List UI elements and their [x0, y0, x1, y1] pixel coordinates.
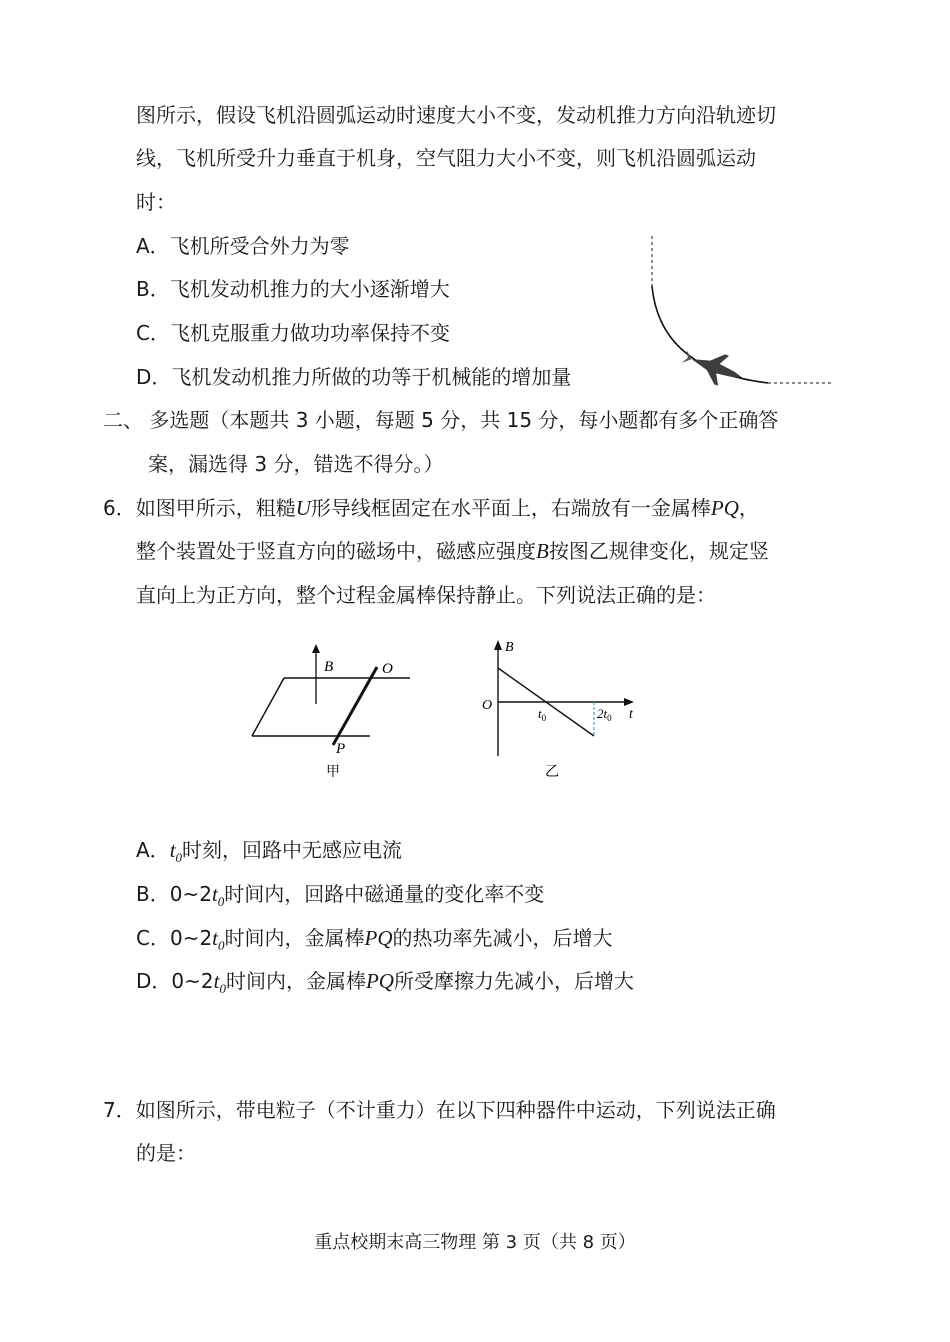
jia-caption: 甲 [326, 765, 340, 780]
section2-header-line1: 二、 多选题（本题共 3 小题，每题 5 分，共 15 分，每小题都有多个正确答 [103, 408, 779, 432]
jia-label-o: O [382, 661, 393, 677]
yi-caption: 乙 [545, 765, 559, 780]
q6-figure-jia [240, 640, 430, 785]
page-footer: 重点校期末高三物理 第 3 页（共 8 页） [314, 1232, 636, 1253]
q5-stem-line3: 时： [136, 190, 176, 214]
q6-option-a: A．$t_0$时刻，回路中无感应电流 [136, 838, 403, 865]
q6-option-c: C．$0\sim 2t_0$时间内，金属棒PQ的热功率先减小，后增大 [136, 926, 613, 953]
q6-option-d: D．$0\sim 2t_0$时间内，金属棒PQ所受摩擦力先减小，后增大 [136, 969, 634, 996]
yi-label-o: O [482, 698, 493, 713]
section2-header-line2: 案，漏选得 3 分，错选不得分。） [148, 452, 444, 476]
q5-option-a: A．飞机所受合外力为零 [136, 234, 350, 258]
q6-stem-line2: 整个装置处于竖直方向的磁场中，磁感应强度B按图乙规律变化，规定竖 [136, 539, 769, 563]
q6-figure-yi [476, 634, 646, 784]
jia-label-b: B [324, 659, 334, 675]
q6-option-b: B．$0\sim 2t_0$时间内，回路中磁通量的变化率不变 [136, 882, 545, 909]
jet-icon [679, 341, 748, 392]
q5-option-b: B．飞机发动机推力的大小逐渐增大 [136, 277, 450, 301]
yi-label-t: t [629, 707, 633, 722]
yi-label-b: B [505, 640, 514, 655]
yi-label-t0: $t_0$ [538, 706, 547, 723]
q6-stem-line1: 6．如图甲所示，粗糙U形导线框固定在水平面上，右端放有一金属棒PQ， [103, 496, 759, 520]
q5-stem-line2: 线，飞机所受升力垂直于机身，空气阻力大小不变，则飞机沿圆弧运动 [136, 146, 756, 170]
q7-stem-line2: 的是： [136, 1141, 196, 1165]
q5-option-d: D．飞机发动机推力所做的功等于机械能的增加量 [136, 365, 572, 389]
q5-stem-line1: 图所示，假设飞机沿圆弧运动时速度大小不变，发动机推力方向沿轨迹切 [136, 103, 776, 127]
q6-stem-line3: 直向上为正方向，整个过程金属棒保持静止。下列说法正确的是： [136, 583, 716, 607]
jia-label-p: P [336, 741, 346, 757]
q5-option-c: C．飞机克服重力做功功率保持不变 [136, 321, 450, 345]
q7-stem-line1: 7．如图所示，带电粒子（不计重力）在以下四种器件中运动，下列说法正确 [103, 1098, 776, 1122]
q5-airplane-figure [640, 230, 840, 395]
yi-label-2t0: $2t_0$ [597, 706, 612, 723]
